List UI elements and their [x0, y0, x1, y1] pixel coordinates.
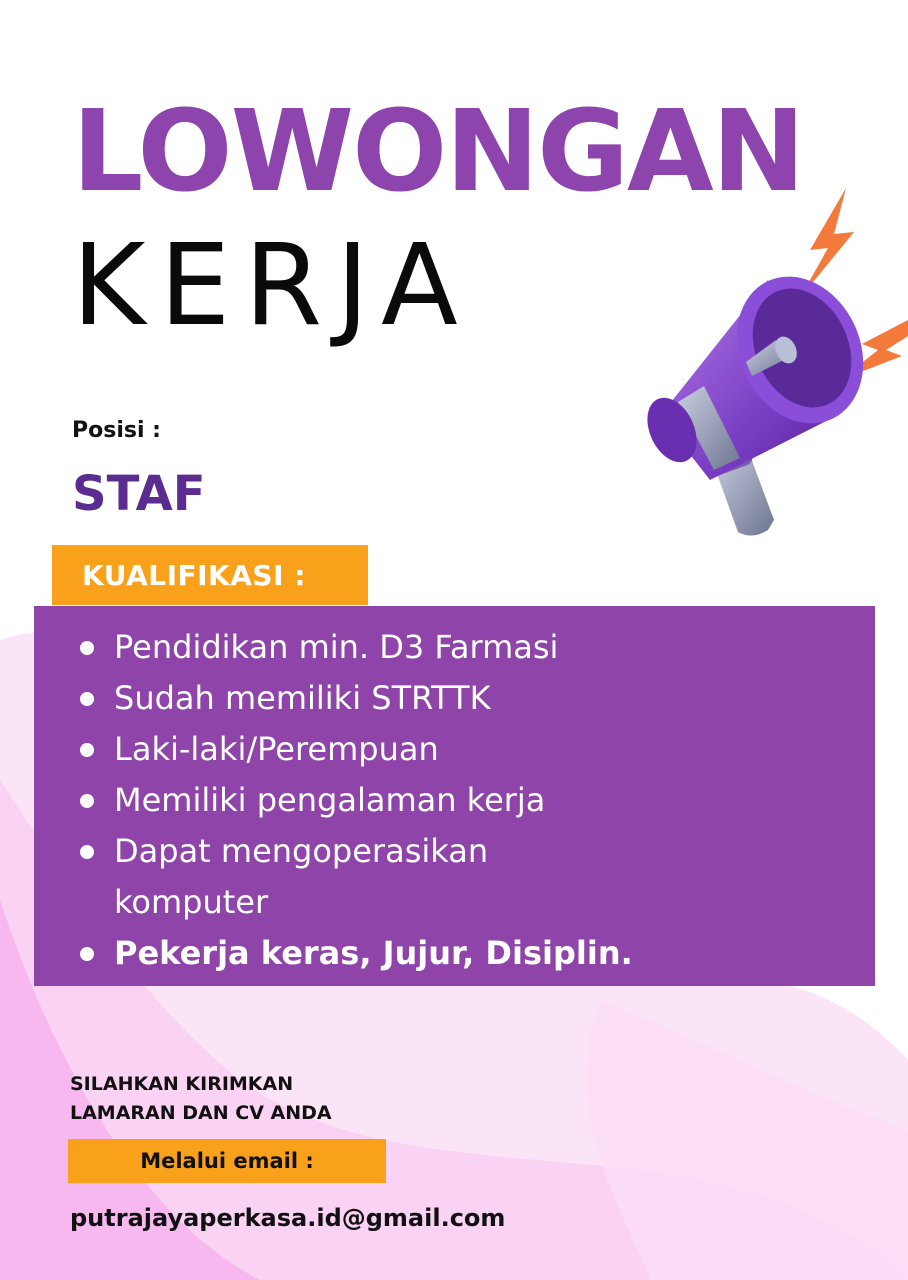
qualifications-heading [52, 545, 368, 605]
bullet-icon [80, 845, 94, 859]
qualifications-list [78, 622, 845, 979]
position-value: STAF [72, 466, 206, 522]
title-kerja: KERJA [72, 221, 472, 351]
list-item [78, 724, 845, 775]
qualifications-heading-text: KUALIFIKASI : [82, 558, 306, 592]
bullet-icon [80, 947, 94, 961]
megaphone-icon [640, 180, 908, 540]
qualification-text: Sudah memiliki STRTTK [114, 679, 491, 717]
email-label: Melalui email : [140, 1149, 314, 1173]
qualification-text: Laki-laki/Perempuan [114, 730, 439, 768]
send-instruction [70, 1070, 332, 1128]
bullet-icon [80, 641, 94, 655]
bullet-icon [80, 743, 94, 757]
bullet-icon [80, 794, 94, 808]
send-instruction-line2: LAMARAN DAN CV ANDA [70, 1102, 332, 1124]
list-item [78, 928, 845, 979]
qualification-text: Pendidikan min. D3 Farmasi [114, 628, 559, 666]
list-item [78, 775, 845, 826]
title-lowongan: LOWONGAN [72, 87, 804, 217]
qualification-text: Dapat mengoperasikan komputer [114, 832, 489, 921]
send-instruction-line1: SILAHKAN KIRIMKAN [70, 1073, 294, 1095]
qualification-text: Memiliki pengalaman kerja [114, 781, 546, 819]
bullet-icon [80, 692, 94, 706]
position-label: Posisi : [72, 418, 161, 443]
list-item [78, 622, 845, 673]
email-label-badge [68, 1139, 386, 1183]
qualification-text: Pekerja keras, Jujur, Disiplin. [114, 934, 633, 972]
list-item [78, 673, 845, 724]
email-address[interactable]: putrajayaperkasa.id@gmail.com [70, 1204, 506, 1232]
qualifications-box [34, 606, 875, 986]
list-item [78, 826, 554, 928]
